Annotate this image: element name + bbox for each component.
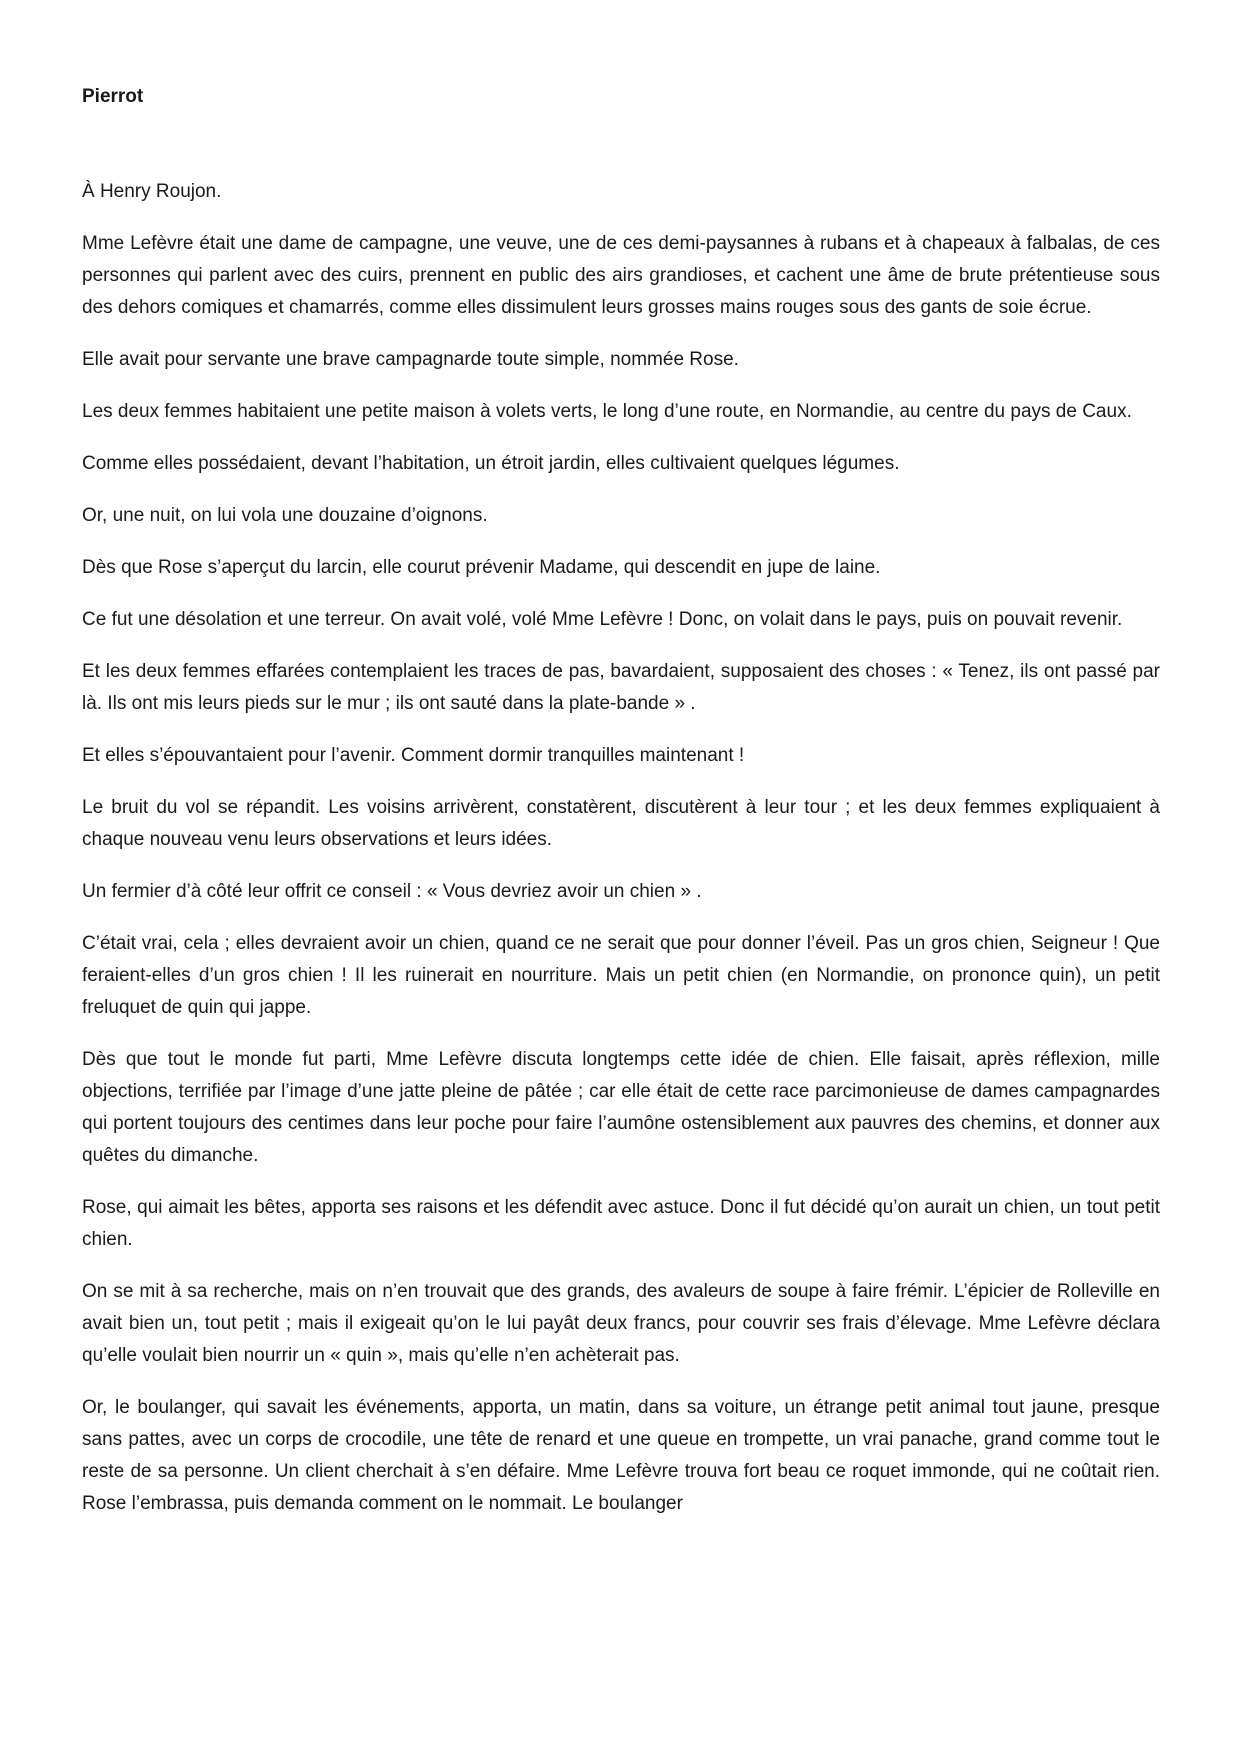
paragraph-8: Et les deux femmes effarées contemplaient les traces de pas, bavardaient, supposaient des choses : « Tenez, ils ont passé par là. Ils ont mis leurs pieds sur le mur ; ils ont sauté dans la plate-bande » . [82, 661, 1160, 714]
paragraph-13: Dès que tout le monde fut parti, Mme Lefèvre discuta longtemps cette idée de chien. Elle faisait, après réflexion, mille objections, terrifiée par l’image d’une jatte pleine de pâtée ; car elle était de cette race parcimonieuse de dames campagnardes qui portent toujours des centimes dans leur poche pour faire l’aumône ostensiblement aux pauvres des chemins, et donner aux quêtes du dimanche. [82, 1049, 1160, 1166]
paragraph-3: Les deux femmes habitaient une petite maison à volets verts, le long d’une route, en Normandie, au centre du pays de Caux. [82, 401, 1132, 422]
document-title: Pierrot [82, 86, 144, 107]
paragraph-11: Un fermier d’à côté leur offrit ce conseil : « Vous devriez avoir un chien » . [82, 881, 702, 902]
paragraph-10: Le bruit du vol se répandit. Les voisins arrivèrent, constatèrent, discutèrent à leur tour ; et les deux femmes expliquaient à chaque nouveau venu leurs observations et leurs idées. [82, 797, 1160, 850]
paragraph-1: Mme Lefèvre était une dame de campagne, une veuve, une de ces demi-paysannes à rubans et à chapeaux à falbalas, de ces personnes qui parlent avec des cuirs, prennent en public des airs grandioses, et cachent une âme de brute prétentieuse sous des dehors comiques et chamarrés, comme elles dissimulent leurs grosses mains rouges sous des gants de soie écrue. [82, 233, 1160, 318]
paragraph-9: Et elles s’épouvantaient pour l’avenir. Comment dormir tranquilles maintenant ! [82, 745, 745, 766]
dedication: À Henry Roujon. [82, 181, 222, 202]
paragraph-2: Elle avait pour servante une brave campagnarde toute simple, nommée Rose. [82, 349, 739, 370]
paragraph-16: Or, le boulanger, qui savait les événements, apporta, un matin, dans sa voiture, un étrange petit animal tout jaune, presque sans pattes, avec un corps de crocodile, une tête de renard et une queue en trompette, un vrai panache, grand comme tout le reste de sa personne. Un client cherchait à s’en défaire. Mme Lefèvre trouva fort beau ce roquet immonde, qui ne coûtait rien. Rose l’embrassa, puis demanda comment on le nommait. Le boulanger [82, 1397, 1160, 1514]
paragraph-12: C’était vrai, cela ; elles devraient avoir un chien, quand ce ne serait que pour donner l’éveil. Pas un gros chien, Seigneur ! Que feraient-elles d’un gros chien ! Il les ruinerait en nourriture. Mais un petit chien (en Normandie, on prononce quin), un petit freluquet de quin qui jappe. [82, 933, 1160, 1018]
paragraph-4: Comme elles possédaient, devant l’habitation, un étroit jardin, elles cultivaient quelques légumes. [82, 453, 900, 474]
paragraph-7: Ce fut une désolation et une terreur. On avait volé, volé Mme Lefèvre ! Donc, on volait dans le pays, puis on pouvait revenir. [82, 609, 1123, 630]
document-body [82, 82, 1160, 1540]
paragraph-6: Dès que Rose s’aperçut du larcin, elle courut prévenir Madame, qui descendit en jupe de laine. [82, 557, 881, 578]
paragraph-15: On se mit à sa recherche, mais on n’en trouvait que des grands, des avaleurs de soupe à faire frémir. L’épicier de Rolleville en avait bien un, tout petit ; mais il exigeait qu’on le lui payât deux francs, pour couvrir ses frais d’élevage. Mme Lefèvre déclara qu’elle voulait bien nourrir un « quin », mais qu’elle n’en achèterait pas. [82, 1281, 1160, 1366]
paragraph-5: Or, une nuit, on lui vola une douzaine d’oignons. [82, 505, 488, 526]
paragraph-14: Rose, qui aimait les bêtes, apporta ses raisons et les défendit avec astuce. Donc il fut décidé qu’on aurait un chien, un tout petit chien. [82, 1197, 1160, 1250]
